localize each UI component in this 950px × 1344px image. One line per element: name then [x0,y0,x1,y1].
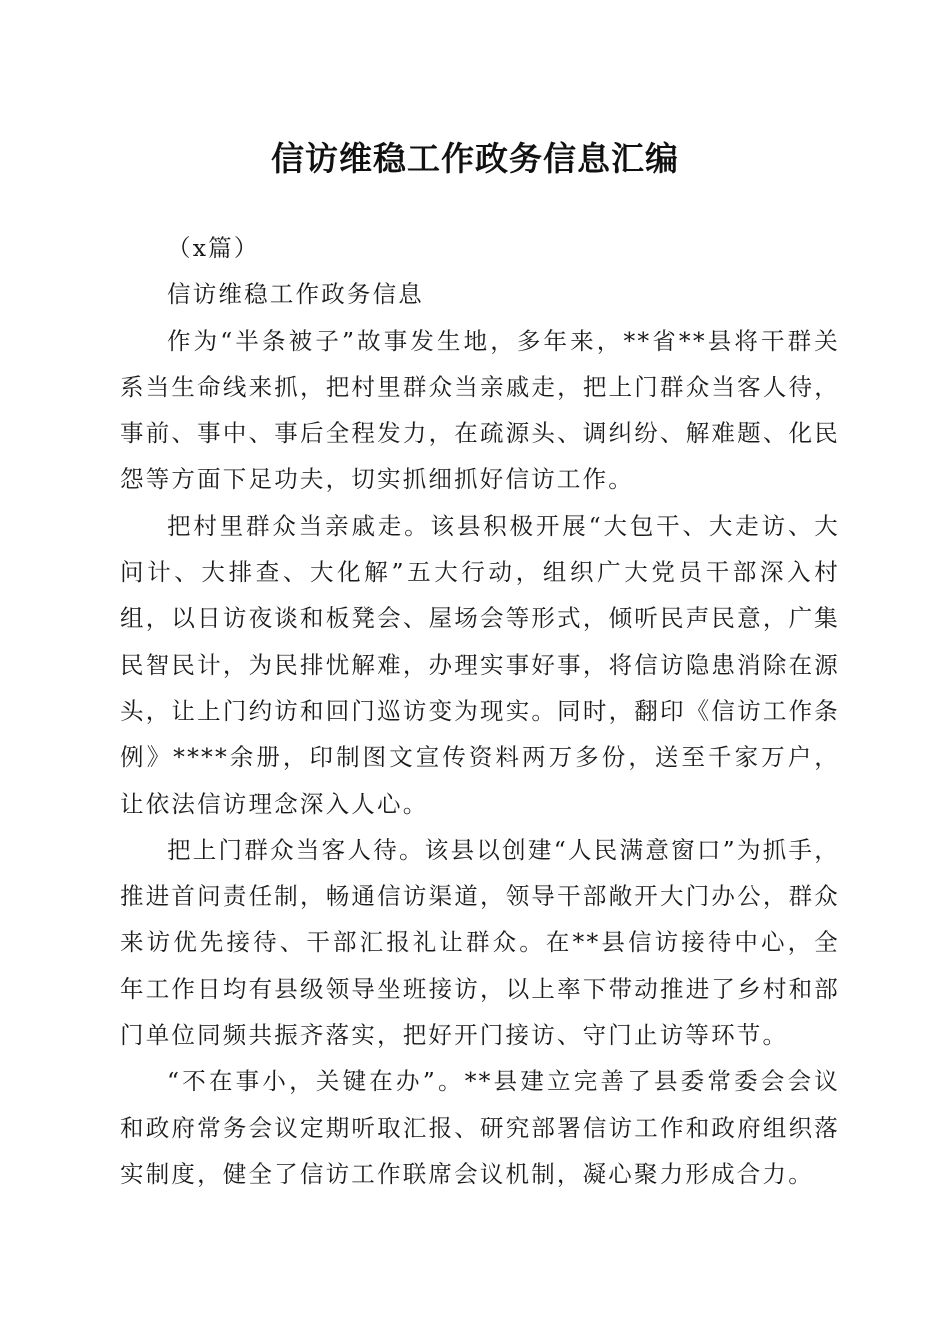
document-title: 信访维稳工作政务信息汇编 [271,139,679,178]
body-paragraph: 作为“半条被子”故事发生地，多年来，**省**县将干群关系当生命线来抓，把村里群众当亲戚走，把上门群众当客人待，事前、事中、事后全程发力，在疏源头、调纠纷、解难题、化民怨等方面下足功夫，切实抓细抓好信访工作。 [120,326,840,494]
body-paragraph: 把上门群众当客人待。该县以创建“人民满意窗口”为抓手，推进首问责任制，畅通信访渠道，领导干部敞开大门办公，群众来访优先接待、干部汇报礼让群众。在**县信访接待中心，全年工作日均有县级领导坐班接访，以上率下带动推进了乡村和部门单位同频共振齐落实，把好开门接访、守门止访等环节。 [120,835,840,1050]
article-count-note: （x篇） [167,234,260,262]
document-body [120,225,840,1197]
section-heading: 信访维稳工作政务信息 [167,280,424,309]
body-paragraph: “不在事小，关键在办”。**县建立完善了县委常委会会议和政府常务会议定期听取汇报、研究部署信访工作和政府组织落实制度，健全了信访工作联席会议机制，凝心聚力形成合力。 [120,1067,840,1188]
body-paragraph: 把村里群众当亲戚走。该县积极开展“大包干、大走访、大问计、大排查、大化解”五大行动，组织广大党员干部深入村组，以日访夜谈和板凳会、屋场会等形式，倾听民声民意，广集民智民计，为民排忧解难，办理实事好事，将信访隐患消除在源头，让上门约访和回门巡访变为现实。同时，翻印《信访工作条例》****余册，印制图文宣传资料两万多份，送至千家万户，让依法信访理念深入人心。 [120,511,840,818]
